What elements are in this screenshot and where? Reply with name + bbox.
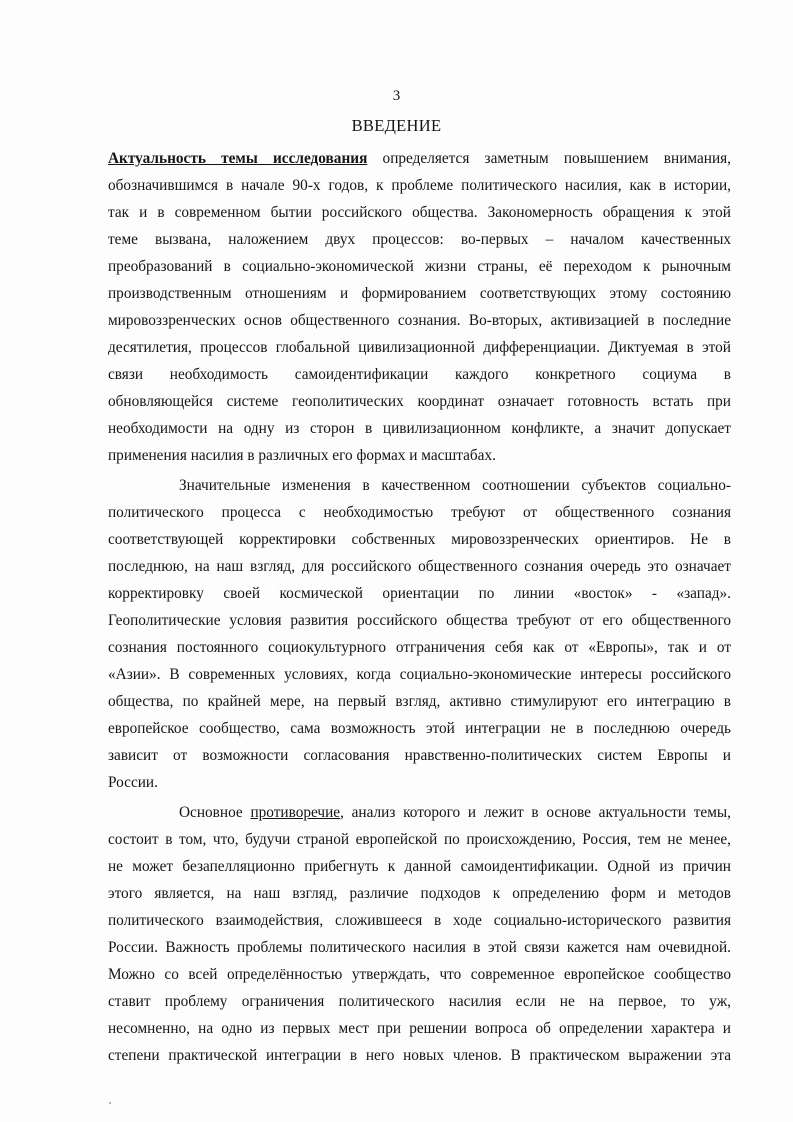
text-line: Значительные изменения в качественном соотношении субъектов социально- xyxy=(179,477,731,494)
text-line: мировоззренческих основ общественного сознания. Во-вторых, активизацией в последние xyxy=(108,312,731,329)
text-line: ставит проблему ограничения политического насилия если не на первое, то уж, xyxy=(108,993,731,1010)
text-line: не может безапелляционно прибегнуть к данной самоидентификации. Одной из причин xyxy=(108,858,731,875)
text-line: связи необходимость самоидентификации каждого конкретного социума в xyxy=(108,366,731,383)
page-title: ВВЕДЕНИЕ xyxy=(351,116,442,135)
paragraph-changes xyxy=(108,472,731,796)
text-line: преобразований в социально-экономической жизни страны, её переходом к рыночным xyxy=(108,258,731,275)
scan-speck xyxy=(109,1102,111,1104)
text-run: определяется заметным повышением внимания, xyxy=(367,150,731,167)
text-line: политического взаимодействия, сложившееся в ходе социально-исторического развития xyxy=(108,912,731,929)
paragraph-contradiction xyxy=(108,799,731,1069)
text-line: необходимости на одну из сторон в цивилизационном конфликте, а значит допускает xyxy=(108,420,731,437)
text-line: десятилетия, процессов глобальной цивилизационной дифференциации. Диктуемая в этой xyxy=(108,339,731,356)
text-line: европейское сообщество, сама возможность этой интеграции не в последнюю очередь xyxy=(108,720,731,737)
text-line: производственным отношениям и формированием соответствующих этому состоянию xyxy=(108,285,731,302)
keyword-contradiction: противоречие xyxy=(250,804,341,821)
text-line: обозначившимся в начале 90-х годов, к проблеме политического насилия, как в истории, xyxy=(108,177,731,194)
text-line: политического процесса с необходимостью требуют от общественного сознания xyxy=(108,504,731,521)
section-heading-relevance: Актуальность темы исследования xyxy=(108,150,368,167)
text-line: соответствующей корректировки собственных мировоззренческих ориентиров. Не в xyxy=(108,531,731,548)
text-line: России. xyxy=(108,774,158,791)
text-run: , анализ которого и лежит в основе актуальности темы, xyxy=(340,804,731,821)
text-line: корректировку своей космической ориентации по линии «восток» - «запад». xyxy=(108,585,731,602)
text-line xyxy=(108,799,731,826)
text-line: степени практической интеграции в него новых членов. В практическом выражении эта xyxy=(108,1047,731,1064)
text-line: Геополитические условия развития российского общества требуют от его общественного xyxy=(108,612,731,629)
text-line: сознания постоянного социокультурного отграничения себя как от «Европы», так и от xyxy=(108,639,731,656)
text-line: состоит в том, что, будучи страной европейской по происхождению, Россия, тем не менее, xyxy=(108,831,731,848)
text-line: обновляющейся системе геополитических координат означает готовность встать при xyxy=(108,393,731,410)
paragraph-relevance xyxy=(108,145,731,469)
text-line: Можно со всей определённостью утверждать, что современное европейское сообщество xyxy=(108,966,731,983)
text-line: России. Важность проблемы политического насилия в этой связи кажется нам очевидной. xyxy=(108,939,731,956)
text-line: последнюю, на наш взгляд, для российского общественного сознания очередь это означает xyxy=(108,558,731,575)
text-line: применения насилия в различных его формах и масштабах. xyxy=(108,447,496,464)
body-text xyxy=(108,145,731,1069)
text-line: общества, по крайней мере, на первый взгляд, активно стимулируют его интеграцию в xyxy=(108,693,731,710)
page-number: 3 xyxy=(392,88,401,104)
text-run: Основное xyxy=(179,804,251,821)
text-line: зависит от возможности согласования нравственно-политических систем Европы и xyxy=(108,747,731,764)
text-line: «Азии». В современных условиях, когда социально-экономические интересы российского xyxy=(108,666,731,683)
text-line: теме вызвана, наложением двух процессов: во-первых – началом качественных xyxy=(108,231,731,248)
text-line: несомненно, на одно из первых мест при решении вопроса об определении характера и xyxy=(108,1020,731,1037)
text-line: этого является, на наш взгляд, различие подходов к определению форм и методов xyxy=(108,885,731,902)
text-line: так и в современном бытии российского общества. Закономерность обращения к этой xyxy=(108,204,731,221)
text-line xyxy=(108,145,731,172)
